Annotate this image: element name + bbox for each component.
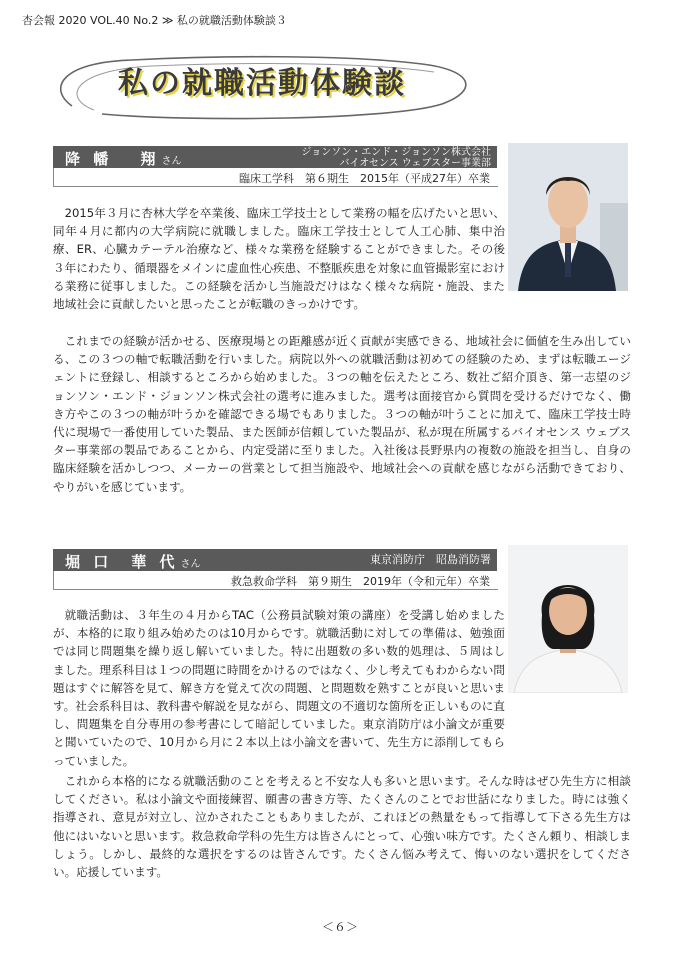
profile-2-dept: 救急救命学科 第９期生 2019年（令和元年）卒業	[231, 575, 490, 588]
page-title: 私の就職活動体験談	[118, 66, 406, 101]
profile-1-body-a	[53, 204, 505, 313]
profile-1-dept: 臨床工学科 第６期生 2015年（平成27年）卒業	[239, 172, 490, 185]
running-head: 杏会報 2020 VOL.40 No.2 ≫ 私の就職活動体験談３	[22, 14, 287, 27]
profile-1-org-line1: ジョンソン・エンド・ジョンソン株式会社	[301, 147, 491, 158]
profile-1-bar	[53, 146, 497, 168]
profile-1-honorific: さん	[161, 156, 182, 167]
profile-2-dept-line	[53, 571, 498, 590]
profile-2-org	[370, 554, 491, 565]
profile-2-org-line1: 東京消防庁 昭島消防署	[370, 553, 491, 566]
profile-1-photo	[508, 143, 628, 291]
profile-1-dept-line	[53, 168, 498, 187]
woman-portrait-icon	[508, 545, 628, 693]
profile-2-paragraph-1: 就職活動は、３年生の４月からTAC（公務員試験対策の講座）を受講し始めましたが、本格的に取り組み始めたのは10月からです。就職活動に対しての準備は、勉強面では同じ問題集を繰り返し解いていました。特に出題数の多い数的処理は、５周はしました。理系科目は１つの問題に時間をかけるのではなく、少し考えてもわからない問題はすぐに解答を見て、解き方を覚えて次の問題、と問題数を熟すことが良いと思います。社会系科目は、教科書や解説を見ながら、問題文の不適切な箇所を正しいものに直し、問題集を自分専用の参考書にして暗記していました。東京消防庁は小論文が重要と聞いていたので、10月から月に２本以上は小論文を書いて、先生方に添削してもらっていました。	[53, 608, 505, 768]
man-portrait-icon	[508, 143, 628, 291]
page-number: ＜６＞	[321, 920, 358, 934]
profile-2-honorific: さん	[180, 559, 201, 570]
profile-2-body-a	[53, 606, 505, 770]
profile-1-body-b	[53, 332, 631, 496]
profile-1-org	[301, 147, 491, 169]
profile-2-body-b	[53, 772, 631, 881]
profile-1-paragraph-1: 2015年３月に杏林大学を卒業後、臨床工学技士として業務の幅を広げたいと思い、同年４月に都内の大学病院に就職しました。臨床工学技士として人工心肺、集中治療、ER、心臓カテーテル治療など、様々な業務を経験することができました。その後３年にわたり、循環器をメインに虚血性心疾患、不整脈疾患を対象に血管撮影室における業務に従事しました。この経験を活かし当施設だけはなく様々な病院・施設、また地域社会に貢献したいと思ったことが転職のきっかけです。	[53, 206, 505, 312]
title-banner	[42, 48, 482, 128]
profile-2-photo	[508, 545, 628, 693]
profile-2-paragraph-2: これから本格的になる就職活動のことを考えると不安な人も多いと思います。そんな時はぜひ先生方に相談してください。私は小論文や面接練習、願書の書き方等、たくさんのことでお世話になりました。時には強く指導され、意見が対立し、泣かされたこともありましたが、これほどの熱量をもって指導して下さる先生方は他にはいないと思います。救急救命学科の先生方は皆さんにとって、心強い味方です。たくさん頼り、相談しましょう。しかし、最終的な選択をするのは皆さんです。たくさん悩み考えて、悔いのない選択をしてください。応援しています。	[53, 774, 631, 880]
profile-1-paragraph-2: これまでの経験が活かせる、医療現場との距離感が近く貢献が実感できる、地域社会に価値を生み出している、この３つの軸で転職活動を行いました。病院以外への就職活動は初めての経験のため、まずは転職エージェントに登録し、相談するところから始めました。３つの軸を伝えたところ、数社ご紹介頂き、第一志望のジョンソン・エンド・ジョンソン株式会社の選考に進みました。選考は面接官から質問を受けるだけでなく、働き方やこの３つの軸が叶うかを確認できる場でもありました。３つの軸が叶うことに加えて、臨床工学技士時代に現場で一番使用していた製品、また医師が信頼していた製品が、私が現在所属するバイオセンス ウェブスター事業部の製品であることから、内定受諾に至りました。入社後は長野県内の複数の施設を担当し、自身の臨床経験を活かしつつ、メーカーの営業として担当施設や、地域社会への貢献を感じながら活動できており、やりがいを感じています。	[53, 334, 631, 494]
profile-2-bar	[53, 549, 497, 571]
profile-2-name: 堀 口 華 代 さん	[65, 553, 201, 571]
profile-1-name: 降 幡 翔 さん	[65, 150, 182, 168]
profile-1-org-line2: バイオセンス ウェブスター事業部	[339, 158, 491, 169]
